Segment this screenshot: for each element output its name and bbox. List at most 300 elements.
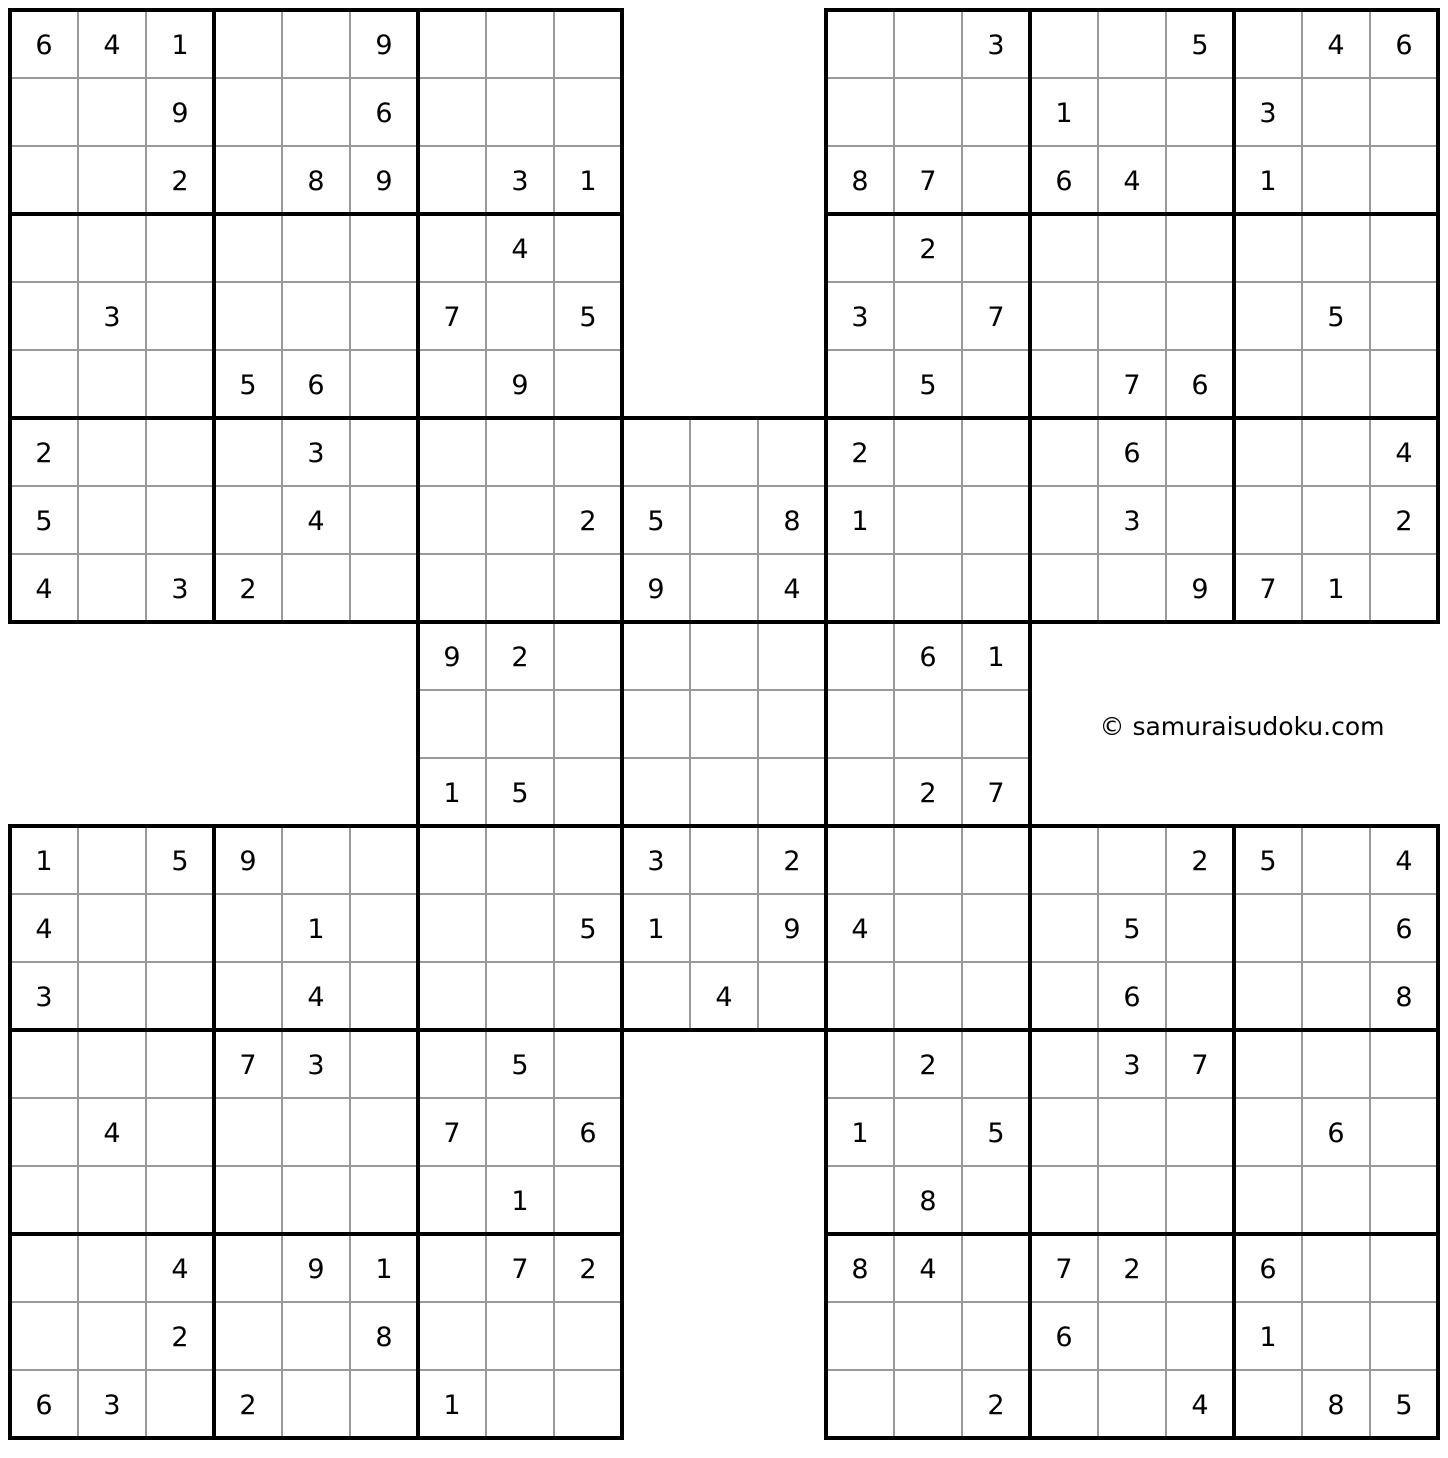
empty-cell[interactable]: [1167, 147, 1233, 213]
empty-cell[interactable]: [895, 963, 961, 1029]
empty-cell[interactable]: [759, 963, 825, 1029]
empty-cell[interactable]: [1235, 963, 1301, 1029]
given-digit: 4: [307, 982, 325, 1013]
empty-cell[interactable]: [963, 1031, 1029, 1097]
empty-cell[interactable]: [1099, 1099, 1165, 1165]
empty-cell[interactable]: [827, 623, 893, 689]
empty-cell[interactable]: [351, 215, 417, 281]
empty-cell[interactable]: [1099, 1371, 1165, 1437]
empty-cell[interactable]: [555, 215, 621, 281]
empty-cell[interactable]: [895, 691, 961, 757]
empty-cell[interactable]: [351, 1099, 417, 1165]
empty-cell[interactable]: [79, 895, 145, 961]
given-digit: 2: [1191, 846, 1209, 877]
empty-cell[interactable]: [691, 419, 757, 485]
given-digit: 4: [511, 234, 529, 265]
given-digit: 2: [919, 234, 937, 265]
empty-cell[interactable]: [623, 759, 689, 825]
empty-cell[interactable]: [827, 963, 893, 1029]
empty-cell[interactable]: [1031, 351, 1097, 417]
empty-cell[interactable]: [1031, 1031, 1097, 1097]
empty-cell[interactable]: [283, 79, 349, 145]
given-digit: 5: [987, 1118, 1005, 1149]
empty-cell[interactable]: [1303, 351, 1369, 417]
empty-cell[interactable]: [827, 1303, 893, 1369]
empty-cell[interactable]: [759, 419, 825, 485]
empty-cell[interactable]: [351, 351, 417, 417]
given-digit: 5: [579, 302, 597, 333]
empty-cell[interactable]: [1099, 1167, 1165, 1233]
empty-cell[interactable]: [215, 215, 281, 281]
empty-cell[interactable]: [963, 1303, 1029, 1369]
empty-cell[interactable]: [555, 1303, 621, 1369]
empty-cell[interactable]: [11, 1303, 77, 1369]
empty-cell[interactable]: [963, 963, 1029, 1029]
given-digit: 4: [1327, 30, 1345, 61]
given-digit: 7: [919, 166, 937, 197]
empty-cell[interactable]: [283, 1099, 349, 1165]
given-digit: 9: [511, 370, 529, 401]
empty-cell[interactable]: [11, 1099, 77, 1165]
given-digit: 7: [443, 302, 461, 333]
empty-cell[interactable]: [1167, 1235, 1233, 1301]
empty-cell[interactable]: [895, 895, 961, 961]
empty-cell[interactable]: [555, 1371, 621, 1437]
empty-cell[interactable]: [895, 1099, 961, 1165]
empty-cell[interactable]: [215, 1235, 281, 1301]
empty-cell[interactable]: [147, 419, 213, 485]
empty-cell[interactable]: [147, 215, 213, 281]
empty-cell[interactable]: [1235, 487, 1301, 553]
given-digit: 4: [103, 30, 121, 61]
given-digit: 1: [171, 30, 189, 61]
empty-cell[interactable]: [691, 827, 757, 893]
empty-cell[interactable]: [11, 215, 77, 281]
empty-cell[interactable]: [1303, 1303, 1369, 1369]
empty-cell[interactable]: [1099, 827, 1165, 893]
empty-cell[interactable]: [1167, 1303, 1233, 1369]
given-digit: 3: [1259, 98, 1277, 129]
empty-cell[interactable]: [351, 963, 417, 1029]
empty-cell[interactable]: [487, 963, 553, 1029]
empty-cell[interactable]: [963, 827, 1029, 893]
empty-cell[interactable]: [963, 691, 1029, 757]
given-digit: 6: [579, 1118, 597, 1149]
empty-cell[interactable]: [1235, 1167, 1301, 1233]
empty-cell[interactable]: [1099, 11, 1165, 77]
empty-cell[interactable]: [487, 283, 553, 349]
given-digit: 1: [307, 914, 325, 945]
given-digit: 2: [919, 778, 937, 809]
given-digit: 9: [443, 642, 461, 673]
given-digit: 3: [307, 1050, 325, 1081]
empty-cell[interactable]: [1167, 895, 1233, 961]
empty-cell[interactable]: [1167, 963, 1233, 1029]
given-digit: 4: [35, 574, 53, 605]
empty-cell[interactable]: [215, 283, 281, 349]
empty-cell[interactable]: [79, 1235, 145, 1301]
empty-cell[interactable]: [11, 147, 77, 213]
empty-cell[interactable]: [1303, 963, 1369, 1029]
empty-cell[interactable]: [1031, 1099, 1097, 1165]
empty-cell[interactable]: [895, 1371, 961, 1437]
empty-cell[interactable]: [963, 895, 1029, 961]
given-digit: 8: [783, 506, 801, 537]
empty-cell[interactable]: [1031, 11, 1097, 77]
empty-cell[interactable]: [351, 827, 417, 893]
empty-cell[interactable]: [555, 759, 621, 825]
empty-cell[interactable]: [419, 1235, 485, 1301]
empty-cell[interactable]: [215, 1303, 281, 1369]
empty-cell[interactable]: [147, 487, 213, 553]
empty-cell[interactable]: [555, 79, 621, 145]
empty-cell[interactable]: [1235, 215, 1301, 281]
given-digit: 1: [511, 1186, 529, 1217]
empty-cell[interactable]: [895, 11, 961, 77]
given-digit: 9: [375, 166, 393, 197]
empty-cell[interactable]: [963, 555, 1029, 621]
empty-cell[interactable]: [1371, 79, 1437, 145]
empty-cell[interactable]: [1371, 1031, 1437, 1097]
empty-cell[interactable]: [1303, 419, 1369, 485]
empty-cell[interactable]: [1303, 487, 1369, 553]
empty-cell[interactable]: [759, 759, 825, 825]
empty-cell[interactable]: [351, 283, 417, 349]
empty-cell[interactable]: [555, 963, 621, 1029]
empty-cell[interactable]: [827, 215, 893, 281]
empty-cell[interactable]: [283, 1167, 349, 1233]
empty-cell[interactable]: [11, 351, 77, 417]
empty-cell[interactable]: [691, 623, 757, 689]
empty-cell[interactable]: [215, 1099, 281, 1165]
empty-cell[interactable]: [351, 895, 417, 961]
empty-cell[interactable]: [1099, 1303, 1165, 1369]
empty-cell[interactable]: [827, 691, 893, 757]
empty-cell[interactable]: [827, 1167, 893, 1233]
empty-cell[interactable]: [963, 215, 1029, 281]
empty-cell[interactable]: [1235, 283, 1301, 349]
empty-cell[interactable]: [147, 351, 213, 417]
empty-cell[interactable]: [1235, 1099, 1301, 1165]
empty-cell[interactable]: [623, 963, 689, 1029]
empty-cell[interactable]: [351, 419, 417, 485]
empty-cell[interactable]: [1371, 1099, 1437, 1165]
empty-cell[interactable]: [351, 1371, 417, 1437]
empty-cell[interactable]: [351, 487, 417, 553]
empty-cell[interactable]: [79, 79, 145, 145]
empty-cell[interactable]: [1031, 1371, 1097, 1437]
empty-cell[interactable]: [1371, 351, 1437, 417]
empty-cell[interactable]: [283, 1371, 349, 1437]
empty-cell[interactable]: [419, 419, 485, 485]
given-digit: 3: [511, 166, 529, 197]
empty-cell[interactable]: [1031, 283, 1097, 349]
given-digit: 3: [103, 1390, 121, 1421]
empty-cell[interactable]: [1371, 215, 1437, 281]
empty-cell[interactable]: [1235, 11, 1301, 77]
empty-cell[interactable]: [419, 11, 485, 77]
empty-cell[interactable]: [11, 1235, 77, 1301]
empty-cell[interactable]: [1371, 147, 1437, 213]
empty-cell[interactable]: [555, 555, 621, 621]
empty-cell[interactable]: [827, 555, 893, 621]
empty-cell[interactable]: [1167, 79, 1233, 145]
empty-cell[interactable]: [487, 1371, 553, 1437]
empty-cell[interactable]: [1031, 555, 1097, 621]
empty-cell[interactable]: [215, 79, 281, 145]
given-digit: 6: [35, 30, 53, 61]
given-digit: 3: [307, 438, 325, 469]
empty-cell[interactable]: [215, 487, 281, 553]
empty-cell[interactable]: [419, 691, 485, 757]
empty-cell[interactable]: [1031, 487, 1097, 553]
empty-cell[interactable]: [215, 963, 281, 1029]
empty-cell[interactable]: [419, 895, 485, 961]
empty-cell[interactable]: [759, 623, 825, 689]
empty-cell[interactable]: [691, 895, 757, 961]
given-digit: 5: [511, 1050, 529, 1081]
empty-cell[interactable]: [283, 283, 349, 349]
empty-cell[interactable]: [79, 1031, 145, 1097]
empty-cell[interactable]: [11, 283, 77, 349]
empty-cell[interactable]: [963, 1235, 1029, 1301]
empty-cell[interactable]: [895, 283, 961, 349]
empty-cell[interactable]: [1099, 555, 1165, 621]
empty-cell[interactable]: [1031, 419, 1097, 485]
empty-cell[interactable]: [215, 11, 281, 77]
empty-cell[interactable]: [11, 79, 77, 145]
empty-cell[interactable]: [215, 147, 281, 213]
empty-cell[interactable]: [79, 963, 145, 1029]
given-digit: 5: [1259, 846, 1277, 877]
empty-cell[interactable]: [283, 1303, 349, 1369]
given-digit: 5: [647, 506, 665, 537]
given-digit: 1: [1259, 166, 1277, 197]
empty-cell[interactable]: [79, 1167, 145, 1233]
empty-cell[interactable]: [419, 1167, 485, 1233]
empty-cell[interactable]: [827, 827, 893, 893]
empty-cell[interactable]: [147, 895, 213, 961]
given-digit: 7: [1191, 1050, 1209, 1081]
empty-cell[interactable]: [1371, 1167, 1437, 1233]
given-digit: 6: [307, 370, 325, 401]
empty-cell[interactable]: [895, 419, 961, 485]
empty-cell[interactable]: [419, 487, 485, 553]
empty-cell[interactable]: [419, 963, 485, 1029]
empty-cell[interactable]: [1303, 1167, 1369, 1233]
empty-cell[interactable]: [1303, 1235, 1369, 1301]
empty-cell[interactable]: [351, 1031, 417, 1097]
empty-cell[interactable]: [555, 827, 621, 893]
empty-cell[interactable]: [1371, 1235, 1437, 1301]
empty-cell[interactable]: [79, 1303, 145, 1369]
empty-cell[interactable]: [1031, 895, 1097, 961]
empty-cell[interactable]: [79, 215, 145, 281]
empty-cell[interactable]: [759, 691, 825, 757]
empty-cell[interactable]: [623, 419, 689, 485]
empty-cell[interactable]: [487, 1099, 553, 1165]
empty-cell[interactable]: [963, 419, 1029, 485]
given-digit: 2: [1395, 506, 1413, 537]
empty-cell[interactable]: [11, 1167, 77, 1233]
empty-cell[interactable]: [827, 1031, 893, 1097]
empty-cell[interactable]: [555, 1031, 621, 1097]
empty-cell[interactable]: [963, 79, 1029, 145]
empty-cell[interactable]: [419, 827, 485, 893]
empty-cell[interactable]: [283, 827, 349, 893]
empty-cell[interactable]: [419, 1031, 485, 1097]
empty-cell[interactable]: [1167, 487, 1233, 553]
empty-cell[interactable]: [1303, 895, 1369, 961]
empty-cell[interactable]: [963, 487, 1029, 553]
given-digit: 2: [851, 438, 869, 469]
empty-cell[interactable]: [283, 11, 349, 77]
empty-cell[interactable]: [827, 1371, 893, 1437]
empty-cell[interactable]: [79, 351, 145, 417]
empty-cell[interactable]: [79, 419, 145, 485]
empty-cell[interactable]: [1031, 963, 1097, 1029]
empty-cell[interactable]: [147, 283, 213, 349]
empty-cell[interactable]: [147, 1099, 213, 1165]
empty-cell[interactable]: [487, 555, 553, 621]
empty-cell[interactable]: [691, 555, 757, 621]
empty-cell[interactable]: [419, 351, 485, 417]
empty-cell[interactable]: [623, 691, 689, 757]
empty-cell[interactable]: [147, 1371, 213, 1437]
given-digit: 8: [1327, 1390, 1345, 1421]
empty-cell[interactable]: [1235, 1031, 1301, 1097]
empty-cell[interactable]: [351, 555, 417, 621]
empty-cell[interactable]: [283, 555, 349, 621]
empty-cell[interactable]: [79, 555, 145, 621]
given-digit: 2: [239, 574, 257, 605]
given-digit: 8: [375, 1322, 393, 1353]
empty-cell[interactable]: [11, 1031, 77, 1097]
empty-cell[interactable]: [1167, 1099, 1233, 1165]
empty-cell[interactable]: [1303, 1031, 1369, 1097]
empty-cell[interactable]: [215, 419, 281, 485]
empty-cell[interactable]: [1303, 79, 1369, 145]
given-digit: 4: [783, 574, 801, 605]
empty-cell[interactable]: [963, 147, 1029, 213]
empty-cell[interactable]: [1099, 79, 1165, 145]
empty-cell[interactable]: [215, 1167, 281, 1233]
given-digit: 2: [919, 1050, 937, 1081]
empty-cell[interactable]: [487, 691, 553, 757]
given-digit: 9: [171, 98, 189, 129]
given-digit: 2: [783, 846, 801, 877]
empty-cell[interactable]: [1167, 1167, 1233, 1233]
empty-cell[interactable]: [1303, 827, 1369, 893]
empty-cell[interactable]: [487, 79, 553, 145]
empty-cell[interactable]: [1099, 283, 1165, 349]
empty-cell[interactable]: [895, 555, 961, 621]
empty-cell[interactable]: [555, 351, 621, 417]
given-digit: 7: [1123, 370, 1141, 401]
empty-cell[interactable]: [1167, 419, 1233, 485]
empty-cell[interactable]: [487, 419, 553, 485]
empty-cell[interactable]: [1235, 1371, 1301, 1437]
empty-cell[interactable]: [1371, 283, 1437, 349]
empty-cell[interactable]: [895, 79, 961, 145]
given-digit: 6: [1327, 1118, 1345, 1149]
empty-cell[interactable]: [1371, 555, 1437, 621]
empty-cell[interactable]: [487, 1303, 553, 1369]
empty-cell[interactable]: [1031, 215, 1097, 281]
empty-cell[interactable]: [487, 11, 553, 77]
given-digit: 5: [1191, 30, 1209, 61]
empty-cell[interactable]: [555, 11, 621, 77]
given-digit: 2: [171, 166, 189, 197]
empty-cell[interactable]: [487, 895, 553, 961]
empty-cell[interactable]: [147, 1031, 213, 1097]
empty-cell[interactable]: [827, 79, 893, 145]
empty-cell[interactable]: [827, 351, 893, 417]
empty-cell[interactable]: [79, 147, 145, 213]
empty-cell[interactable]: [895, 487, 961, 553]
empty-cell[interactable]: [895, 827, 961, 893]
empty-cell[interactable]: [487, 827, 553, 893]
empty-cell[interactable]: [419, 215, 485, 281]
empty-cell[interactable]: [555, 1167, 621, 1233]
given-digit: 4: [307, 506, 325, 537]
empty-cell[interactable]: [691, 487, 757, 553]
given-digit: 4: [919, 1254, 937, 1285]
empty-cell[interactable]: [1303, 215, 1369, 281]
empty-cell[interactable]: [487, 487, 553, 553]
empty-cell[interactable]: [147, 1167, 213, 1233]
empty-cell[interactable]: [419, 1303, 485, 1369]
given-digit: 5: [1395, 1390, 1413, 1421]
empty-cell[interactable]: [1031, 827, 1097, 893]
given-digit: 1: [851, 506, 869, 537]
empty-cell[interactable]: [1235, 895, 1301, 961]
empty-cell[interactable]: [691, 759, 757, 825]
empty-cell[interactable]: [555, 623, 621, 689]
empty-cell[interactable]: [555, 419, 621, 485]
empty-cell[interactable]: [419, 147, 485, 213]
empty-cell[interactable]: [79, 487, 145, 553]
empty-cell[interactable]: [555, 691, 621, 757]
empty-cell[interactable]: [1235, 351, 1301, 417]
empty-cell[interactable]: [827, 11, 893, 77]
given-digit: 6: [1395, 30, 1413, 61]
empty-cell[interactable]: [419, 555, 485, 621]
given-digit: 3: [987, 30, 1005, 61]
empty-cell[interactable]: [147, 963, 213, 1029]
empty-cell[interactable]: [895, 1303, 961, 1369]
empty-cell[interactable]: [1167, 215, 1233, 281]
empty-cell[interactable]: [215, 895, 281, 961]
given-digit: 9: [1191, 574, 1209, 605]
empty-cell[interactable]: [283, 215, 349, 281]
empty-cell[interactable]: [1031, 1167, 1097, 1233]
empty-cell[interactable]: [963, 351, 1029, 417]
empty-cell[interactable]: [623, 623, 689, 689]
empty-cell[interactable]: [1099, 215, 1165, 281]
empty-cell[interactable]: [1167, 283, 1233, 349]
given-digit: 3: [103, 302, 121, 333]
empty-cell[interactable]: [1371, 1303, 1437, 1369]
empty-cell[interactable]: [1235, 419, 1301, 485]
empty-cell[interactable]: [963, 1167, 1029, 1233]
empty-cell[interactable]: [351, 1167, 417, 1233]
empty-cell[interactable]: [1303, 147, 1369, 213]
empty-cell[interactable]: [419, 79, 485, 145]
empty-cell[interactable]: [79, 827, 145, 893]
empty-cell[interactable]: [827, 759, 893, 825]
empty-cell[interactable]: [691, 691, 757, 757]
